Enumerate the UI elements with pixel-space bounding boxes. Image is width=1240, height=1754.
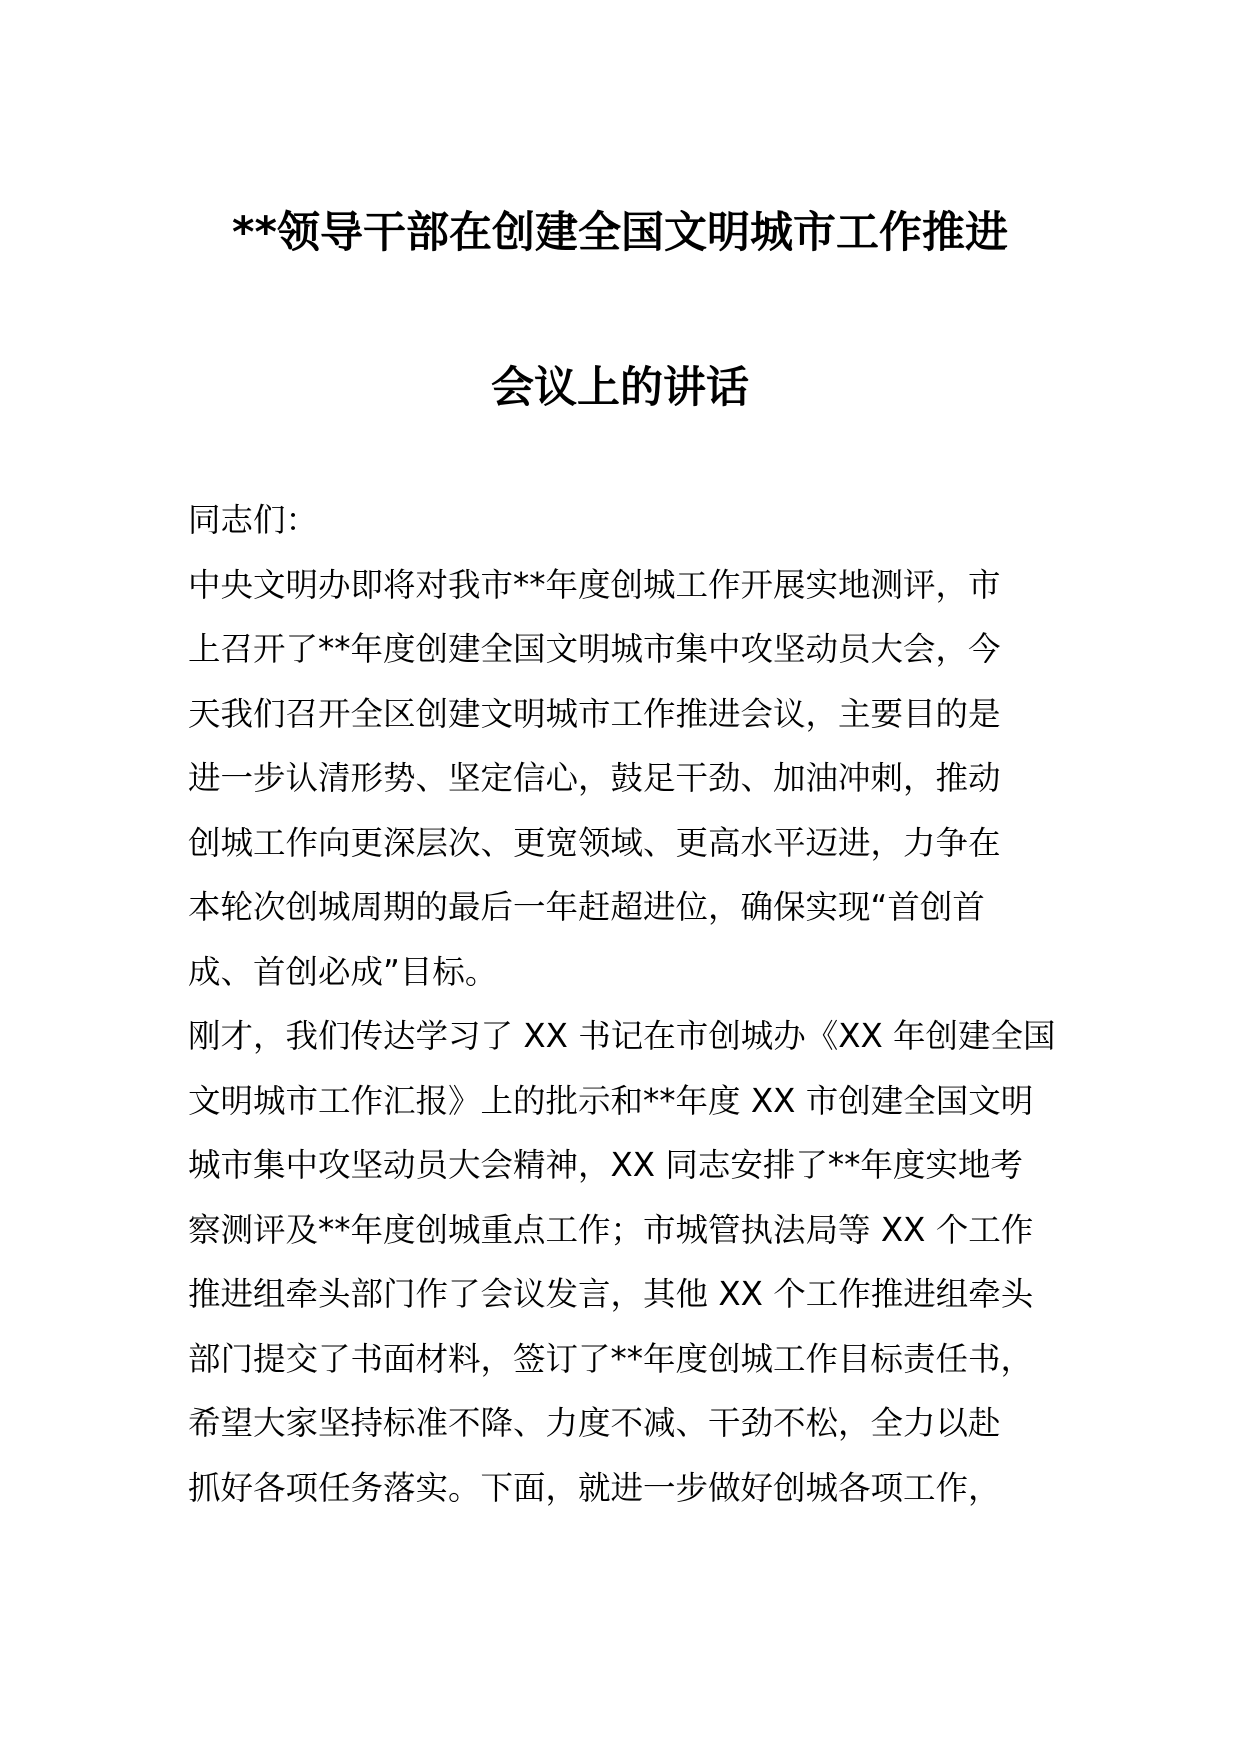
paragraph-line: 创城工作向更深层次、更宽领域、更高水平迈进，力争在 xyxy=(188,823,1001,862)
paragraph-line: 中央文明办即将对我市**年度创城工作开展实地测评，市 xyxy=(188,565,1001,604)
document-body xyxy=(188,488,1088,1520)
document-title-line-1: **领导干部在创建全国文明城市工作推进 xyxy=(232,208,1008,258)
paragraph-line: 推进组牵头部门作了会议发言，其他 XX 个工作推进组牵头 xyxy=(188,1275,1034,1313)
paragraph-line: 上召开了**年度创建全国文明城市集中攻坚动员大会，今 xyxy=(188,630,1001,668)
paragraph-line: 察测评及**年度创城重点工作；市城管执法局等 XX 个工作 xyxy=(188,1210,1034,1249)
paragraph-line: 成、首创必成”目标。 xyxy=(188,952,498,991)
paragraph-line: 天我们召开全区创建文明城市工作推进会议，主要目的是 xyxy=(188,694,1001,733)
paragraph-line: 城市集中攻坚动员大会精神，XX 同志安排了**年度实地考 xyxy=(188,1146,1023,1184)
document-title-line-2: 会议上的讲话 xyxy=(491,363,749,413)
paragraph-line: 希望大家坚持标准不降、力度不减、干劲不松，全力以赴 xyxy=(188,1404,1001,1442)
paragraph-line: 文明城市工作汇报》上的批示和**年度 XX 市创建全国文明 xyxy=(188,1081,1034,1120)
paragraph-line: 部门提交了书面材料，签订了**年度创城工作目标责任书， xyxy=(188,1339,1034,1378)
paragraph-1 xyxy=(188,553,1088,1005)
paragraph-line: 刚才，我们传达学习了 XX 书记在市创城办《XX 年创建全国 xyxy=(188,1017,1056,1055)
paragraph-line: 进一步认清形势、坚定信心，鼓足干劲、加油冲刺，推动 xyxy=(188,759,1001,797)
paragraph-line: 本轮次创城周期的最后一年赶超进位，确保实现“首创首 xyxy=(188,888,985,926)
paragraph-2 xyxy=(188,1004,1088,1520)
salutation: 同志们： xyxy=(188,501,319,539)
paragraph-line: 抓好各项任务落实。下面，就进一步做好创城各项工作， xyxy=(188,1468,1001,1507)
